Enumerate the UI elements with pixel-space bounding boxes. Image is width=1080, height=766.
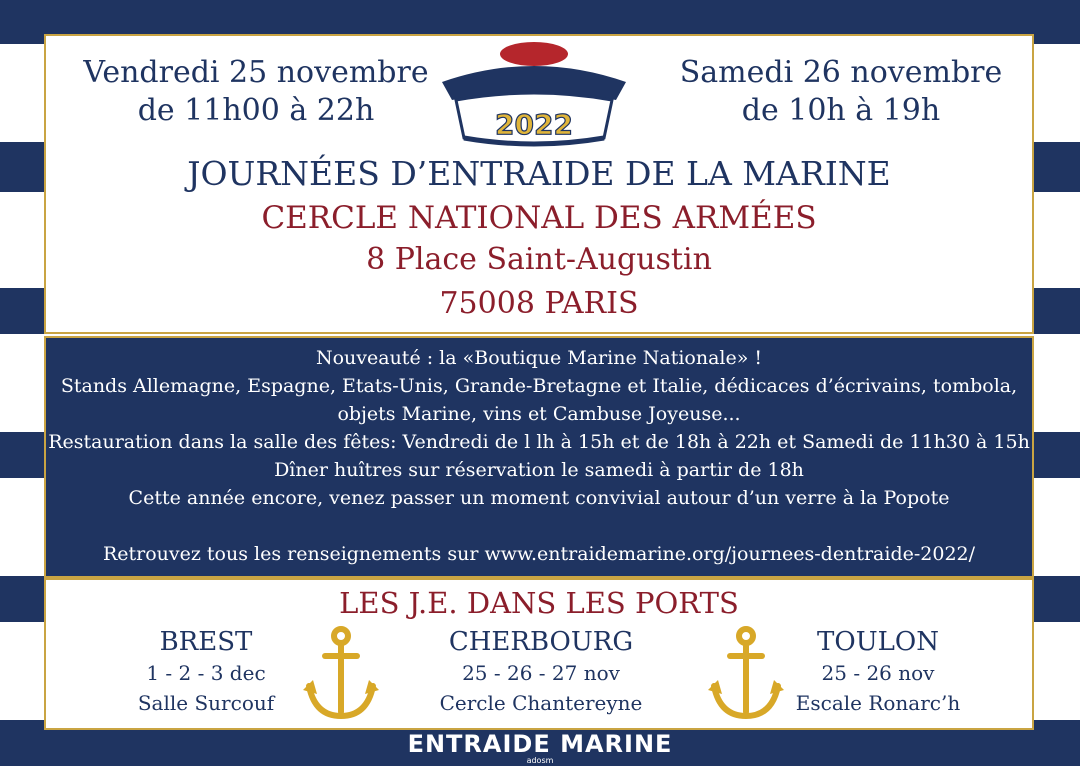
brand-logo-text: ENTRAIDE MARINE xyxy=(407,730,673,758)
detail-line: objets Marine, vins et Cambuse Joyeuse... xyxy=(337,403,741,425)
friday-date-line: Vendredi 25 novembre xyxy=(83,55,429,90)
port-cherbourg xyxy=(411,626,671,718)
saturday-date xyxy=(666,54,1016,130)
saturday-date-line: Samedi 26 novembre xyxy=(679,55,1003,90)
port-toulon xyxy=(748,626,1008,718)
cap-year: 2022 xyxy=(495,108,573,141)
venue-name: CERCLE NATIONAL DES ARMÉES xyxy=(261,200,817,236)
friday-date xyxy=(66,54,446,130)
detail-line: Cette année encore, venez passer un moment convivial autour d’un verre à la Popote xyxy=(128,487,950,509)
port-dates: 1 - 2 - 3 dec xyxy=(146,661,266,685)
port-dates: 25 - 26 nov xyxy=(821,661,935,685)
venue-address: 8 Place Saint-Augustin xyxy=(366,242,712,277)
port-brest xyxy=(76,626,336,718)
detail-line: Dîner huîtres sur réservation le samedi à partir de 18h xyxy=(274,459,804,481)
info-link[interactable]: Retrouvez tous les renseignements sur www.entraidemarine.org/journees-dentraide-2022/ xyxy=(102,543,976,565)
sailor-cap-icon xyxy=(434,42,634,152)
friday-hours-line: de 11h00 à 22h xyxy=(137,93,375,128)
port-venue: Cercle Chantereyne xyxy=(439,691,643,715)
ports-panel xyxy=(44,578,1034,730)
port-name: CHERBOURG xyxy=(448,627,634,657)
port-venue: Salle Surcouf xyxy=(137,691,275,715)
port-name: BREST xyxy=(159,627,253,657)
detail-line: Nouveauté : la «Boutique Marine Nationale» ! xyxy=(315,347,763,369)
port-venue: Escale Ronarc’h xyxy=(795,691,961,715)
detail-line: Restauration dans la salle des fêtes: Vendredi de l lh à 15h et de 18h à 22h et Samedi de 11h30 à 15h xyxy=(48,431,1030,453)
venue-city: 75008 PARIS xyxy=(439,286,639,321)
brand-subtitle: adosm xyxy=(526,756,554,765)
event-header-panel xyxy=(44,34,1034,334)
event-details-panel xyxy=(44,336,1034,578)
detail-line: Stands Allemagne, Espagne, Etats-Unis, Grande-Bretagne et Italie, dédicaces d’écrivains, tombola, xyxy=(60,375,1018,397)
saturday-hours-line: de 10h à 19h xyxy=(741,93,941,128)
port-dates: 25 - 26 - 27 nov xyxy=(462,661,620,685)
anchor-icon xyxy=(301,624,381,724)
port-name: TOULON xyxy=(817,627,939,657)
event-title: JOURNÉES D’ENTRAIDE DE LA MARINE xyxy=(187,154,891,193)
ports-title: LES J.E. DANS LES PORTS xyxy=(339,586,739,620)
